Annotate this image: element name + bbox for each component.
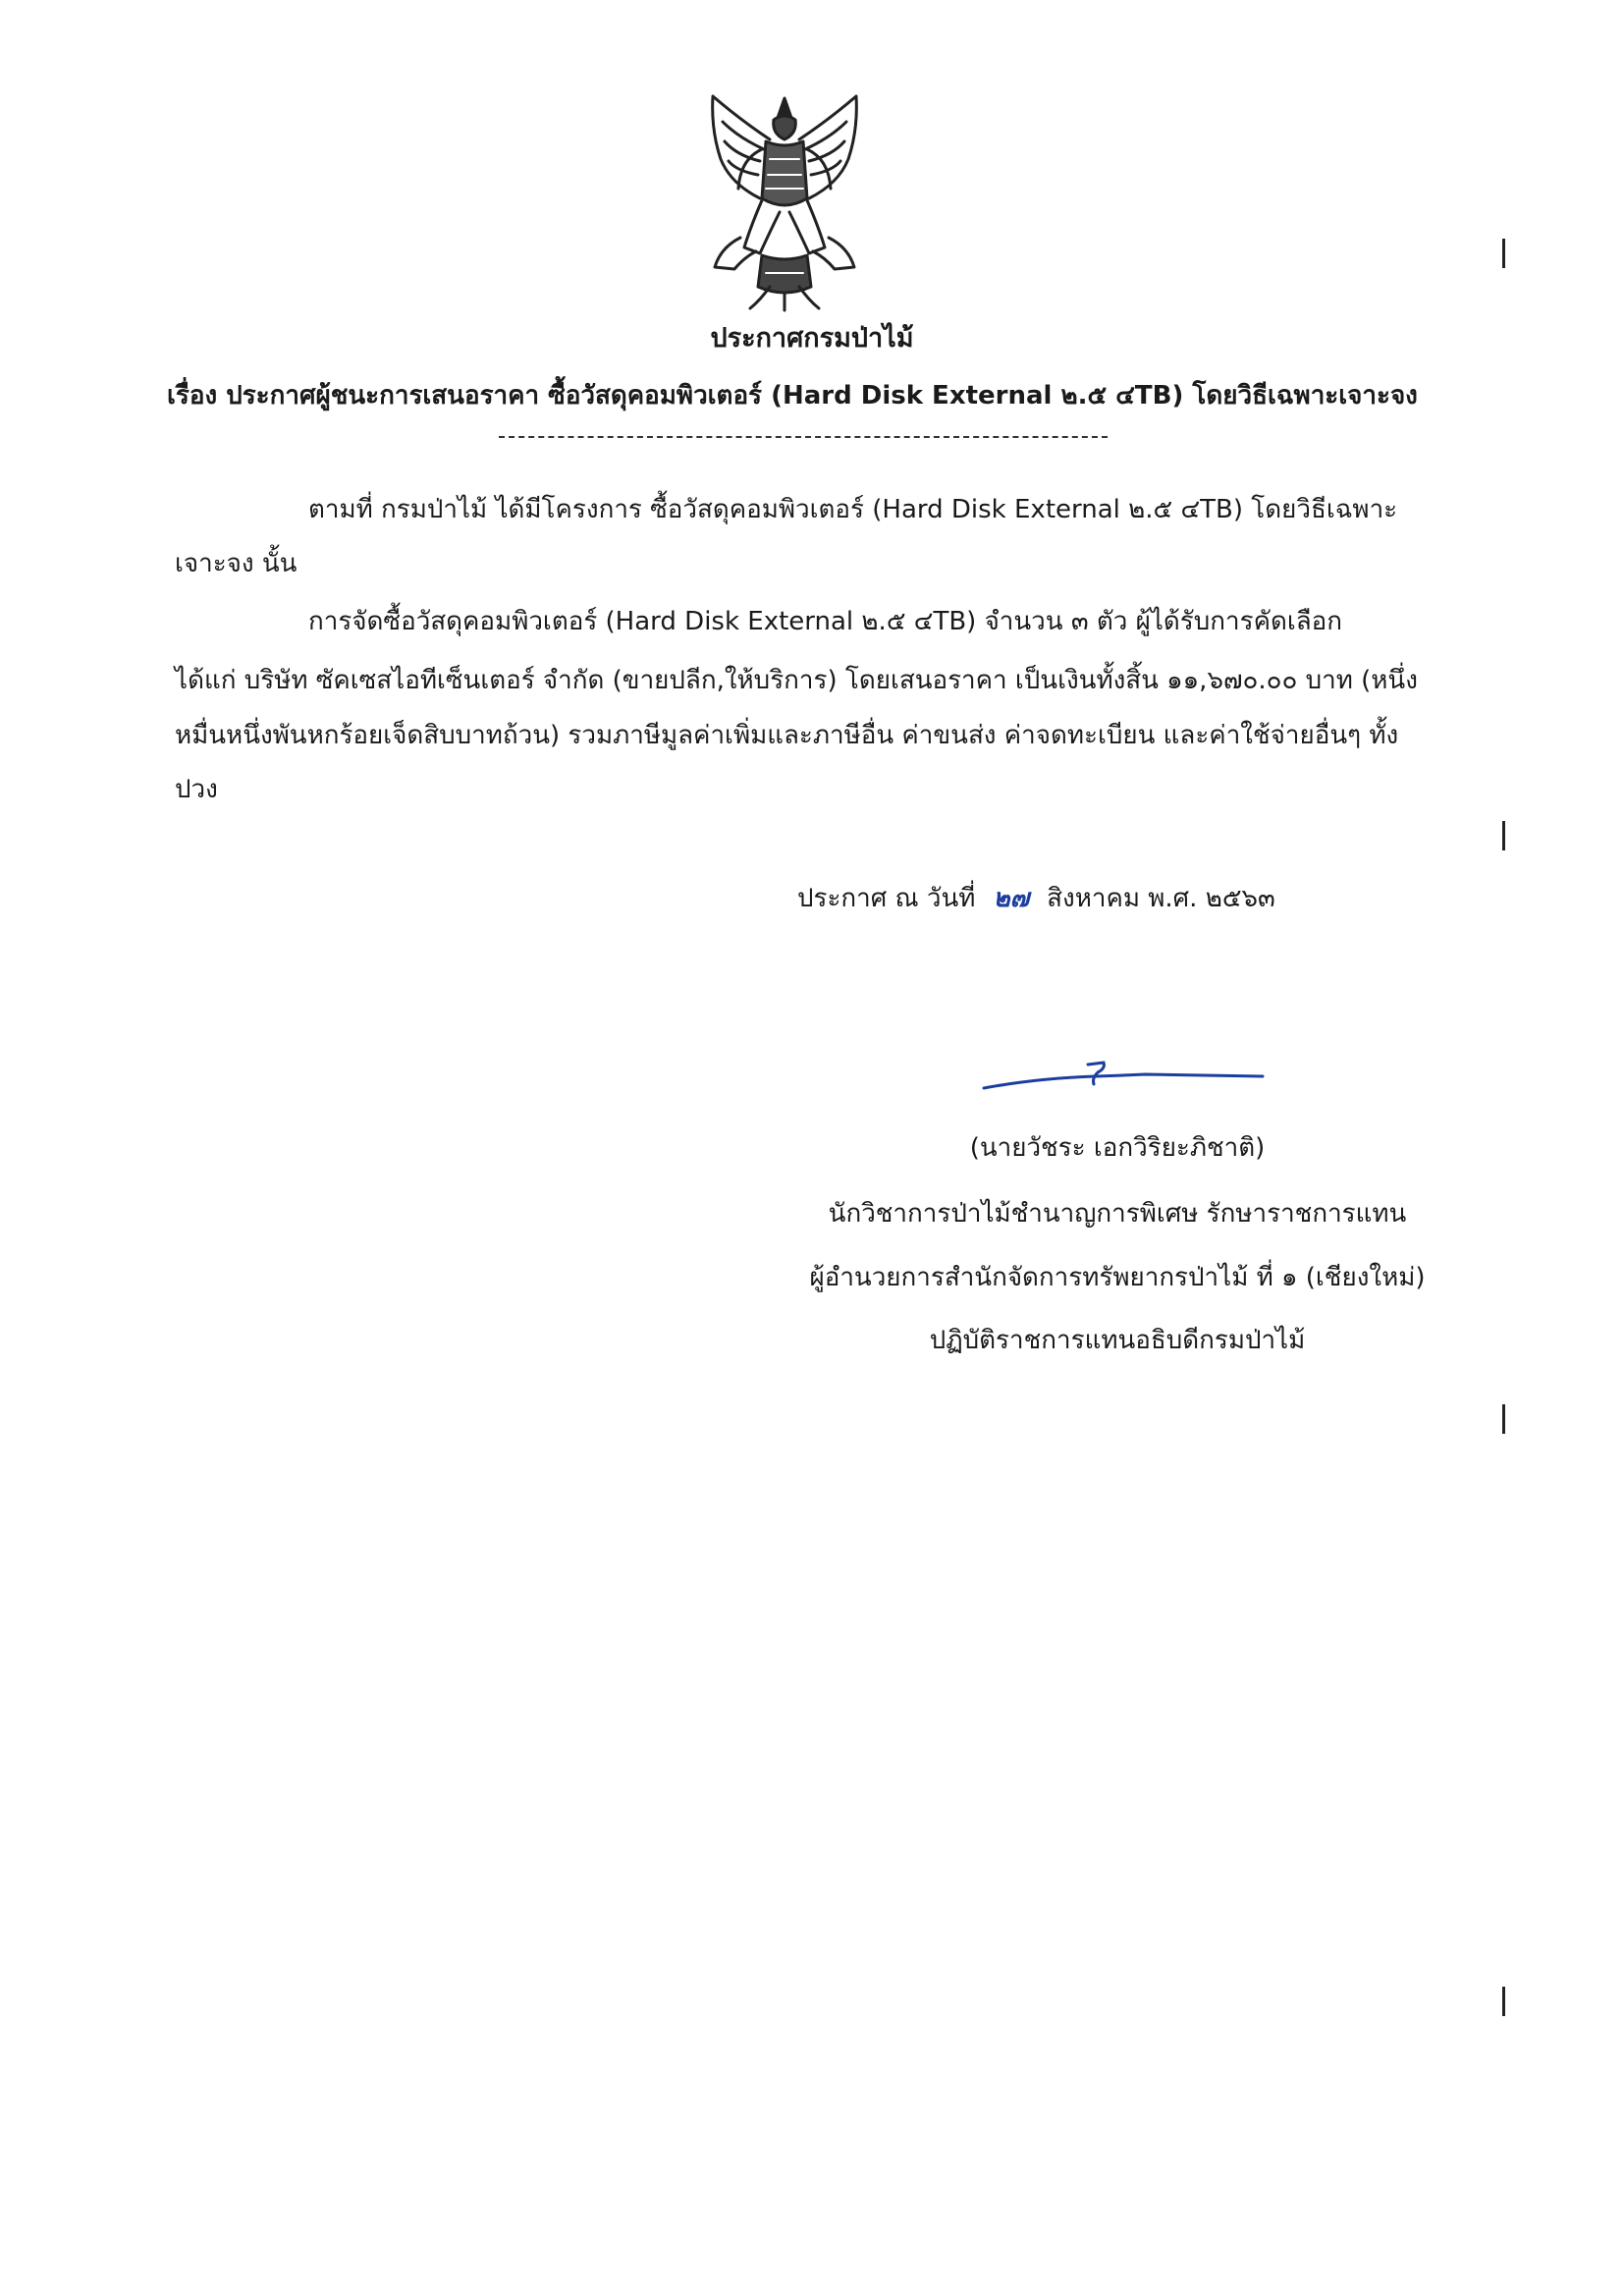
signatory-position-2: ผู้อำนวยการสำนักจัดการทรัพยากรป่าไม้ ที่ ๑ (เชียงใหม่) [809, 1263, 1426, 1292]
date-day: ๒๗ [993, 884, 1030, 913]
page-title: ประกาศกรมป่าไม้ [710, 323, 914, 354]
announcement-date [797, 878, 1275, 918]
date-prefix: ประกาศ ณ วันที่ [797, 884, 976, 913]
paragraph-2-line-1: การจัดซื้อวัสดุคอมพิวเตอร์ (Hard Disk External ๒.๕ ๔TB) จำนวน ๓ ตัว ผู้ได้รับการคัดเลือก [308, 607, 1343, 636]
paragraph-2-line-4: ปวง [175, 775, 218, 804]
date-month-year: สิงหาคม พ.ศ. ๒๕๖๓ [1047, 884, 1275, 913]
paragraph-2-line-3: หมื่นหนึ่งพันหกร้อยเจ็ดสิบบาทถ้วน) รวมภาษีมูลค่าเพิ่มและภาษีอื่น ค่าขนส่ง ค่าจดทะเบียน และค่าใช้จ่ายอื่นๆ ทั้ง [175, 721, 1399, 750]
subject-line: เรื่อง ประกาศผู้ชนะการเสนอราคา ซื้อวัสดุคอมพิวเตอร์ (Hard Disk External ๒.๕ ๔TB) โดยวิธีเฉพาะเจาะจง [167, 381, 1418, 410]
scan-mark [1502, 1987, 1505, 2016]
scan-mark [1502, 1404, 1505, 1434]
scan-mark [1502, 821, 1505, 850]
signatory-position-1: นักวิชาการป่าไม้ชำนาญการพิเศษ รักษาราชการแทน [828, 1199, 1407, 1229]
garuda-emblem-icon [701, 90, 868, 312]
signatory-position-3: ปฏิบัติราชการแทนอธิบดีกรมป่าไม้ [929, 1326, 1306, 1355]
scan-mark [1502, 239, 1505, 268]
paragraph-2-line-2: ได้แก่ บริษัท ซัคเซสไอทีเซ็นเตอร์ จำกัด (ขายปลีก,ให้บริการ) โดยเสนอราคา เป็นเงินทั้งสิ้น ๑๑,๖๗๐.๐๐ บาท (หนึ่ง [175, 666, 1418, 695]
divider [499, 436, 1108, 438]
paragraph-1-line-1: ตามที่ กรมป่าไม้ ได้มีโครงการ ซื้อวัสดุคอมพิวเตอร์ (Hard Disk External ๒.๕ ๔TB) โดยวิธีเฉพาะ [308, 495, 1398, 524]
handwritten-signature [978, 1049, 1278, 1096]
paragraph-1-line-2: เจาะจง นั้น [175, 549, 298, 578]
signatory-name: (นายวัชระ เอกวิริยะภิชาติ) [969, 1133, 1266, 1163]
